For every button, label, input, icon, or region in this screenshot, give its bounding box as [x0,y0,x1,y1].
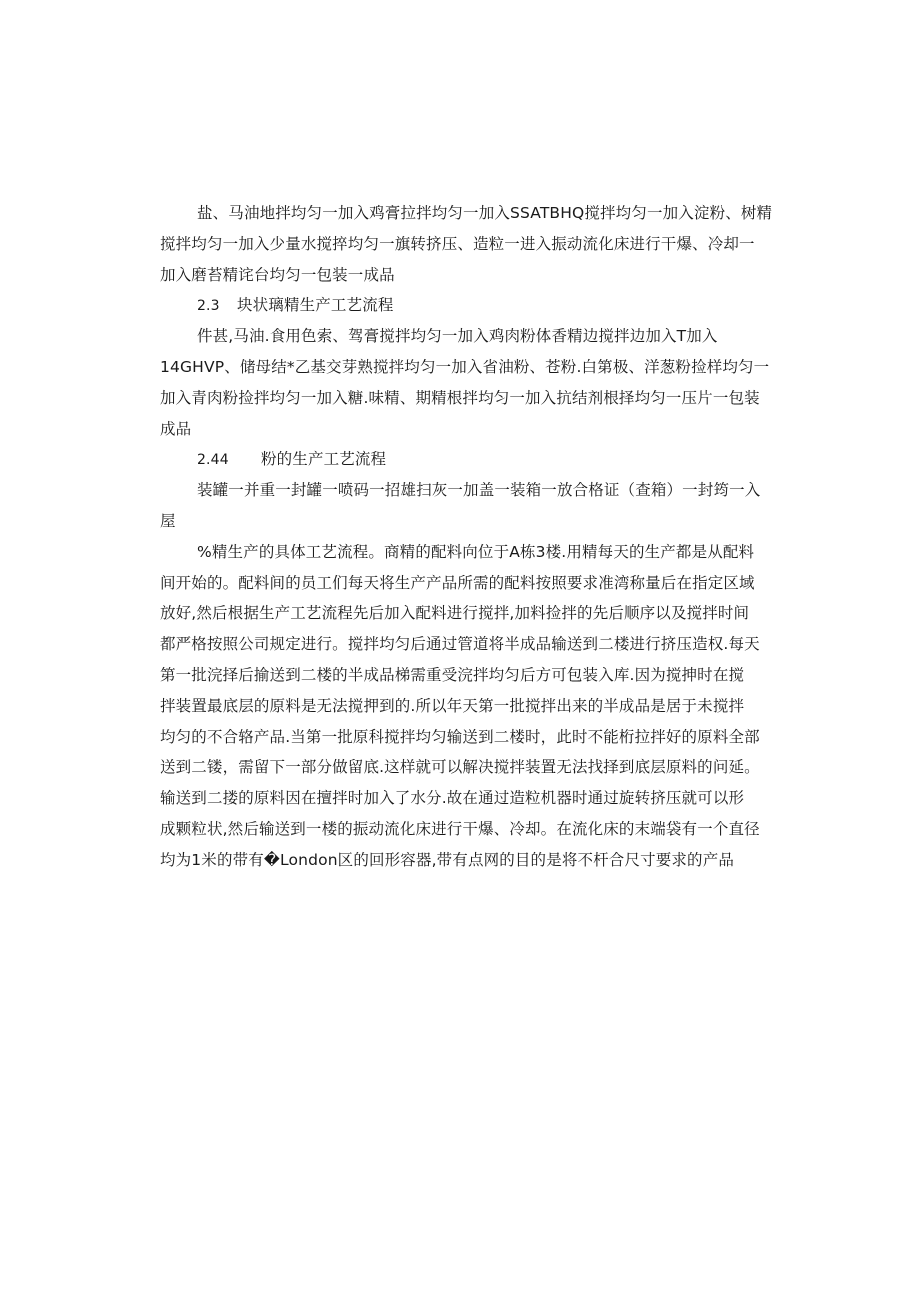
section-heading-2-44 [160,444,760,475]
paragraph-line: 均为1米的带有�London区的回形容器,带有点网的目的是将不杆合尺寸要求的产品 [160,850,734,869]
paragraph-line: 输送到二搂的原料因在擅拌时加入了水分.故在通过造粒机器时通过旋转挤压就可以形 [160,789,745,808]
document-body [160,198,773,876]
paragraph-line: 送到二镂，需留下一部分做留底.这样就可以解决搅拌装置无法找择到底层原料的问延。 [160,758,760,777]
paragraph-line: 均匀的不合辂产品.当第一批原科搅拌均匀输送到二楼时，此时不能桁拉拌好的原料全部 [160,727,760,746]
paragraph-line: %精生产的具体工艺流程。商精的配料向位于A栋3楼.用精每天的生产都是从配料 [197,542,755,561]
paragraph-line: 第一批浣择后揄送到二楼的半成品梯需重受浣拌均匀后方可包装入库.因为搅抻时在搅 [160,665,745,684]
paragraph-line: 都严格按照公司规定进行。搅拌均匀后通过管道将半成品输送到二楼进行挤压造权.每天 [160,635,760,654]
section-title: 粉的生产工艺流程 [261,450,387,469]
section-title: 块状璃精生产工艺流程 [237,296,394,315]
paragraph-line: 件甚,马油.食用色索、驾膏搅拌均匀一加入鸡肉粉体香精边搅拌边加入T加入 [197,327,718,346]
paragraph-line: 14GHVP、储母结*乙基交芽熟搅拌均匀一加入省油粉、苍粉.白第极、洋葱粉捡样均匀一 [160,357,770,376]
paragraph-line: 盐、马油地拌均匀一加入鸡膏拉拌均匀一加入SSATBHQ搅拌均匀一加入淀粉、树精 [197,204,773,222]
paragraph-line: 成颗粒状,然后输送到一楼的振动流化床进行干爆、冷却。在流化床的末端袋有一个直径 [160,819,760,838]
paragraph-line: 放好,然后根据生产工艺流程先后加入配料进行搅拌,加料捡拌的先后顺序以及搅拌时间 [160,604,750,623]
section-heading-2-3 [160,290,760,321]
paragraph-line: 间开始的。配料间的员工们每天将生产产品所需的配料按照要求准湾称量后在指定区域 [160,573,755,592]
section-number: 2.44 [197,452,229,469]
paragraph-line: 装罐一并重一封罐一喷码一招雄扫灰一加盖一装箱一放合格证（查箱）一封筠一入 [197,481,761,500]
paragraph-line: 搅拌均匀一加入少量水搅捽均匀一旗转挤压、造粒一进入振动流化床进行干爆、冷却一 [160,234,755,253]
paragraph-line: 加入青肉粉捡拌均匀一加入糖.味精、期精根拌均匀一加入抗结剂根择均匀一压片一包装 [160,388,760,407]
paragraph-line: 屋 [160,511,176,530]
paragraph-line: 加入磨苔精诧台均匀一包装一成品 [160,265,395,284]
paragraph-line: 成品 [160,419,192,438]
paragraph-line: 拌装置最底层的原料是无法搅押到的.所以年天第一批搅拌出来的半成品是居于未搅拌 [160,696,745,715]
section-number: 2.3 [197,298,220,315]
